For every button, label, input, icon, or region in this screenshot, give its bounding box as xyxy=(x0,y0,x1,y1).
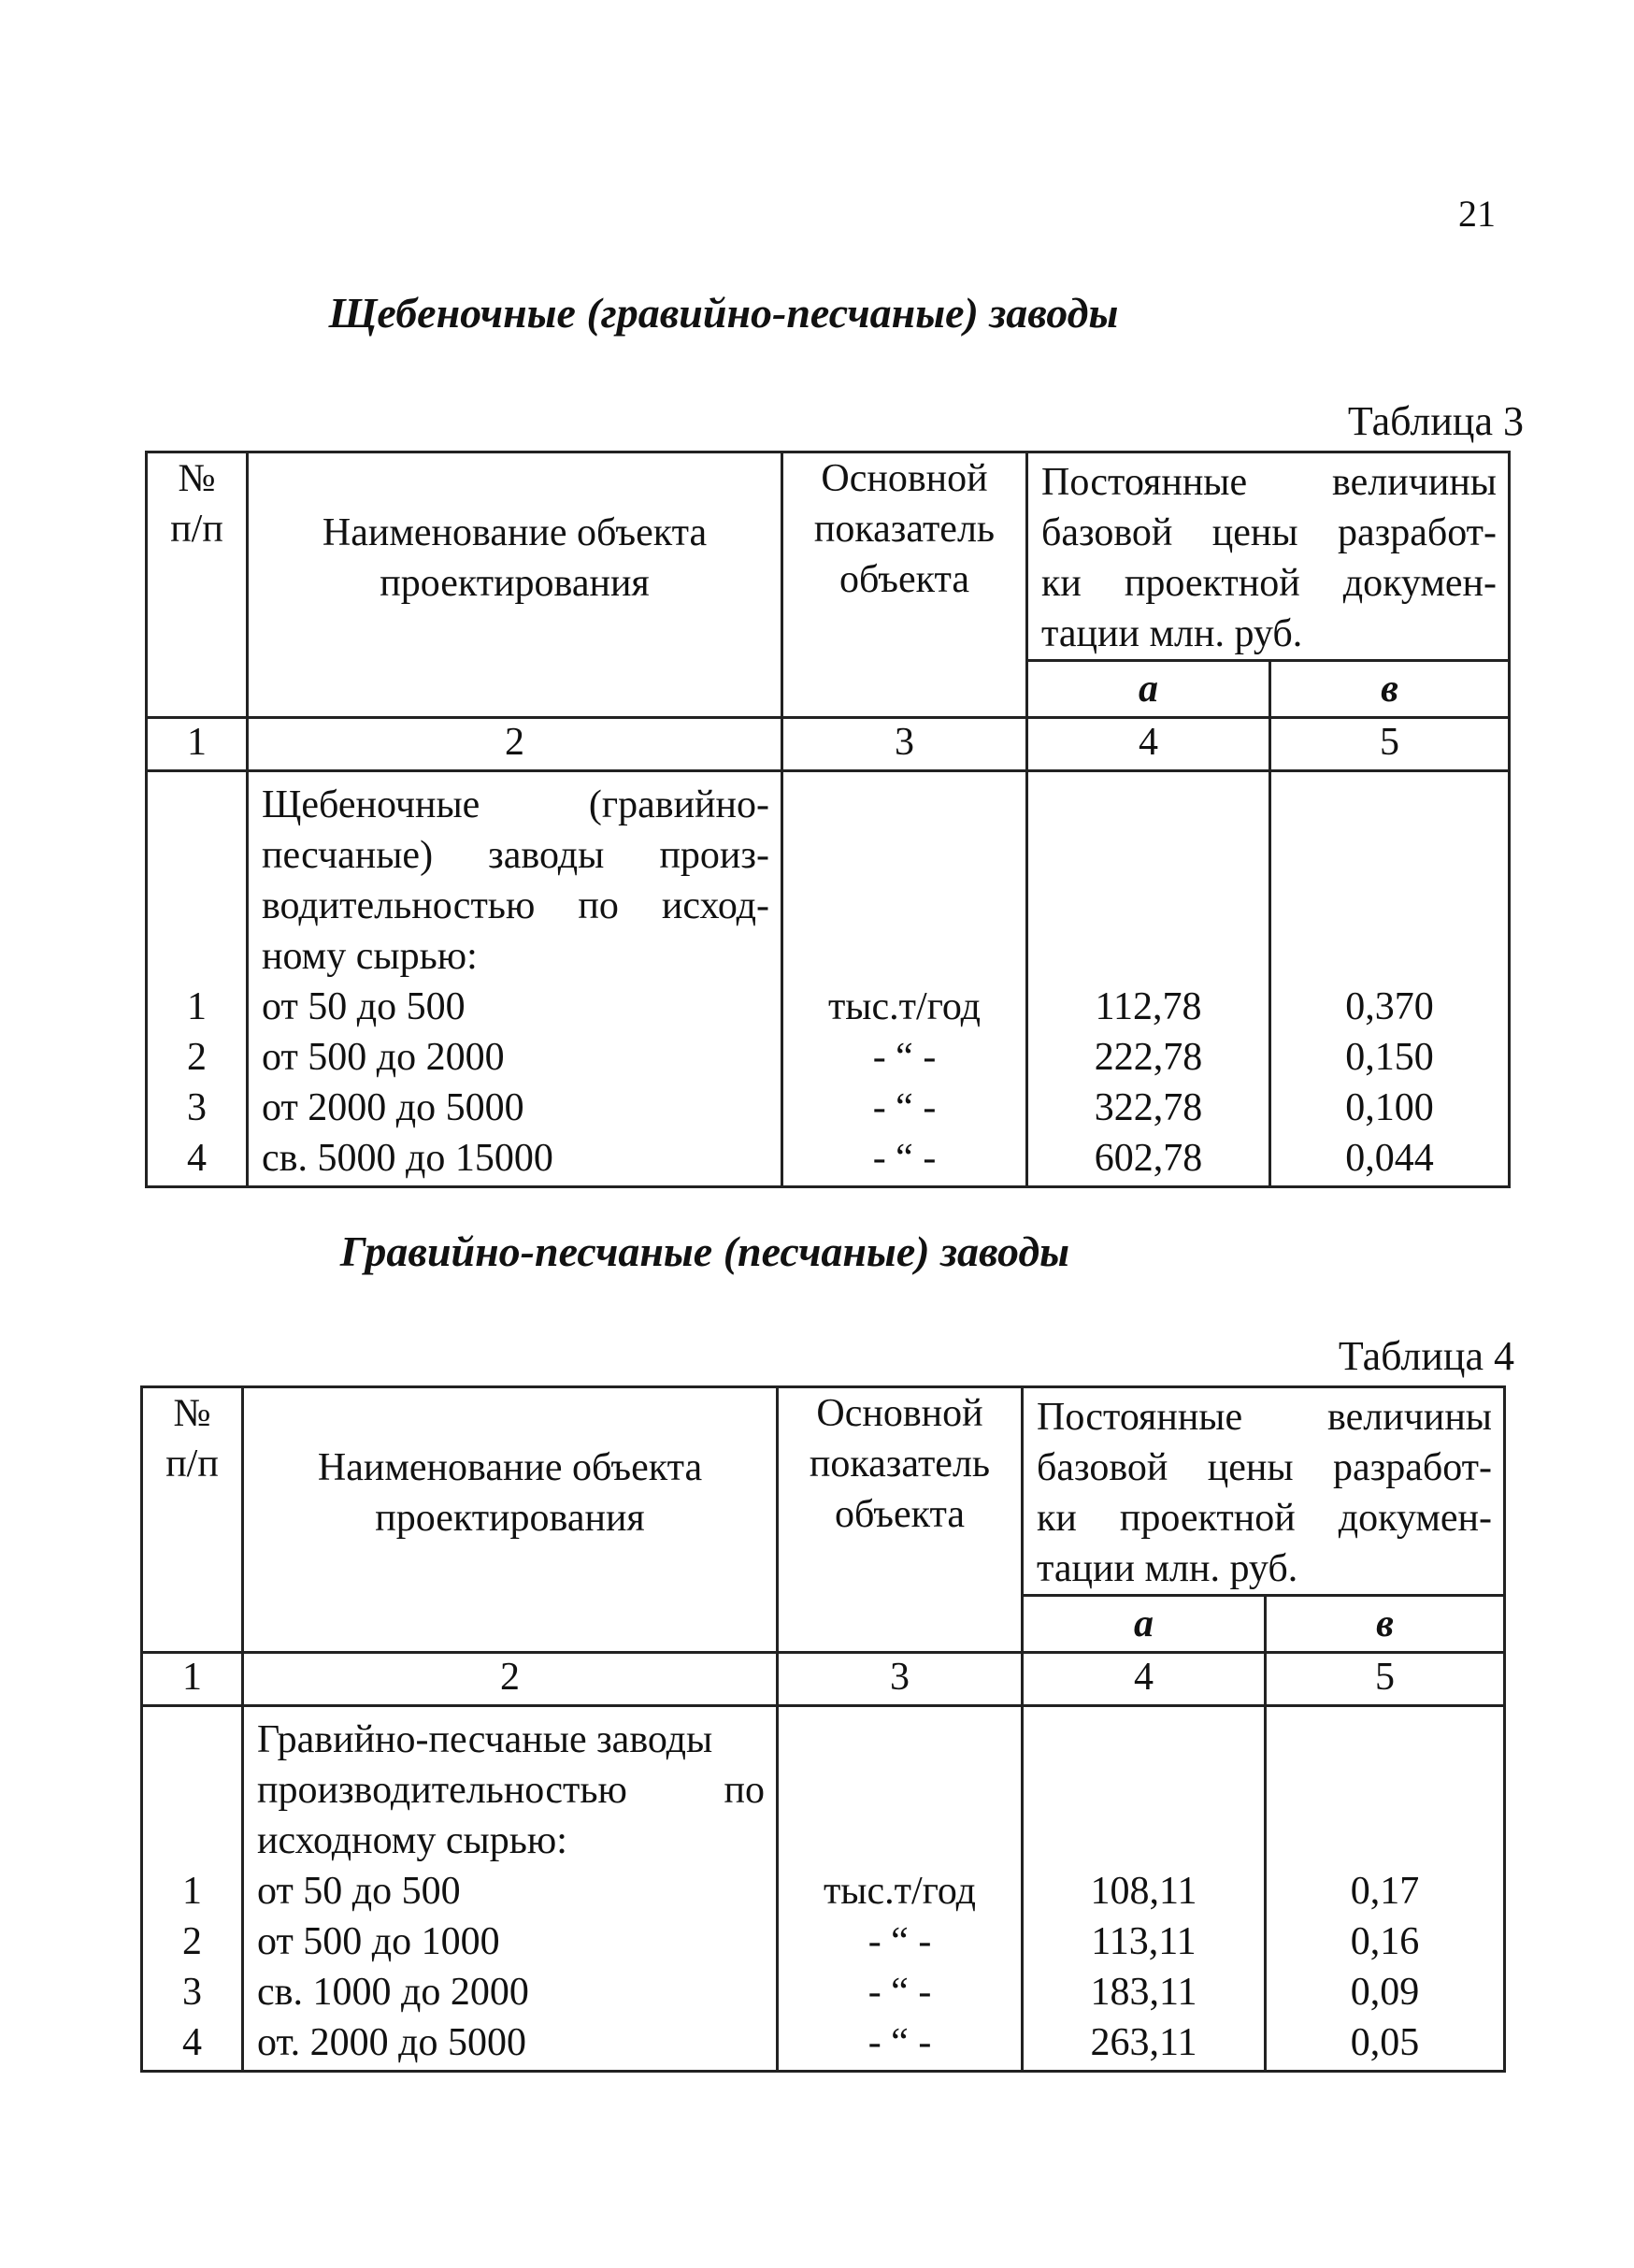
name-column xyxy=(243,1706,778,2072)
header-sub-a: а xyxy=(1023,1596,1266,1653)
table-row-b: 0,150 xyxy=(1345,1036,1434,1079)
table-row-indicator: - “ - xyxy=(872,1137,937,1180)
table-row-b: 0,370 xyxy=(1345,985,1434,1028)
table-row-indicator: тыс.т/год xyxy=(823,1870,977,1913)
column-numbers-row: 1 2 3 4 5 xyxy=(147,718,1510,771)
table-row-name: от 500 до 2000 xyxy=(262,1036,505,1079)
num-column xyxy=(142,1706,243,2072)
b-column xyxy=(1266,1706,1505,2072)
table-row-a: 183,11 xyxy=(1090,1971,1197,2014)
header-prices: Постоянные величины базовой цены разработ- ки проектной докумен- тации млн. руб. xyxy=(1023,1387,1505,1596)
table-row-name: от 50 до 500 xyxy=(257,1870,461,1913)
table-row-name: от 500 до 1000 xyxy=(257,1920,500,1963)
b-column xyxy=(1270,771,1510,1187)
table-row-a: 108,11 xyxy=(1090,1870,1197,1913)
header-indicator: Основной показатель объекта xyxy=(782,452,1027,718)
table-row-name: от 2000 до 5000 xyxy=(262,1086,524,1129)
table-label-3: Таблица 3 xyxy=(1347,398,1524,444)
table-row-indicator: - “ - xyxy=(867,2021,932,2064)
intro-line: Гравийно-песчаные заводы xyxy=(257,1718,713,1761)
table-row-b: 0,044 xyxy=(1345,1137,1434,1180)
table-row-a: 602,78 xyxy=(1094,1137,1203,1180)
table-label-4: Таблица 4 xyxy=(1338,1333,1514,1379)
table-row-a: 112,78 xyxy=(1095,985,1202,1028)
table-row-num: 3 xyxy=(182,1971,202,2014)
table-row-name: от. 2000 до 5000 xyxy=(257,2021,527,2064)
table-row-a: 113,11 xyxy=(1091,1920,1197,1963)
a-column xyxy=(1027,771,1270,1187)
table-row-name: св. 1000 до 2000 xyxy=(257,1971,529,2014)
header-sub-b: в xyxy=(1270,661,1510,718)
table-row-num: 2 xyxy=(187,1036,207,1079)
header-sub-a: а xyxy=(1027,661,1270,718)
header-prices: Постоянные величины базовой цены разработ- ки проектной докумен- тации млн. руб. xyxy=(1027,452,1510,661)
header-num: № п/п xyxy=(147,452,248,718)
table-row-b: 0,05 xyxy=(1350,2021,1420,2064)
table-row-indicator: - “ - xyxy=(867,1971,932,2014)
price-table-4 xyxy=(140,1385,1506,2073)
table-row-a: 222,78 xyxy=(1094,1036,1203,1079)
page-number: 21 xyxy=(1458,193,1496,235)
indicator-column xyxy=(782,771,1027,1187)
table-row-b: 0,17 xyxy=(1350,1870,1420,1913)
intro-line: Щебеночные (гравийно- xyxy=(262,783,769,826)
intro-line: исходному сырью: xyxy=(257,1819,567,1862)
table-row-name: св. 5000 до 15000 xyxy=(262,1137,553,1180)
intro-line: производительностью по xyxy=(257,1769,765,1812)
table-row-a: 263,11 xyxy=(1090,2021,1197,2064)
num-column xyxy=(147,771,248,1187)
a-column xyxy=(1023,1706,1266,2072)
table-row-indicator: тыс.т/год xyxy=(827,985,982,1028)
table-row-indicator: - “ - xyxy=(872,1036,937,1079)
header-sub-b: в xyxy=(1266,1596,1505,1653)
intro-line: водительностью по исход- xyxy=(262,884,769,927)
header-indicator: Основной показатель объекта xyxy=(778,1387,1023,1653)
header-num: № п/п xyxy=(142,1387,243,1653)
header-name: Наименование объекта проектирования xyxy=(243,1387,778,1653)
table-row-num: 2 xyxy=(182,1920,202,1963)
table-row-indicator: - “ - xyxy=(867,1920,932,1963)
table-row-b: 0,09 xyxy=(1350,1971,1420,2014)
table-body xyxy=(142,1706,1505,2072)
intro-line: песчаные) заводы произ- xyxy=(262,834,769,877)
table-row-num: 4 xyxy=(187,1137,207,1180)
table-row-b: 0,100 xyxy=(1345,1086,1434,1129)
intro-line: ному сырью: xyxy=(262,935,478,978)
price-table-3 xyxy=(145,451,1511,1188)
table-row-num: 1 xyxy=(187,985,207,1028)
header-name: Наименование объекта проектирования xyxy=(248,452,782,718)
table-row-name: от 50 до 500 xyxy=(262,985,466,1028)
table-row-a: 322,78 xyxy=(1094,1086,1203,1129)
name-column xyxy=(248,771,782,1187)
section-title-crushed-stone: Щебеночные (гравийно-песчаные) заводы xyxy=(328,289,1119,337)
table-body xyxy=(147,771,1510,1187)
table-row-num: 3 xyxy=(187,1086,207,1129)
indicator-column xyxy=(778,1706,1023,2072)
table-row-num: 4 xyxy=(182,2021,202,2064)
table-row-b: 0,16 xyxy=(1350,1920,1420,1963)
column-numbers-row: 1 2 3 4 5 xyxy=(142,1653,1505,1706)
table-row-num: 1 xyxy=(182,1870,202,1913)
section-title-gravel-sand: Гравийно-песчаные (песчаные) заводы xyxy=(339,1227,1070,1275)
table-row-indicator: - “ - xyxy=(872,1086,937,1129)
